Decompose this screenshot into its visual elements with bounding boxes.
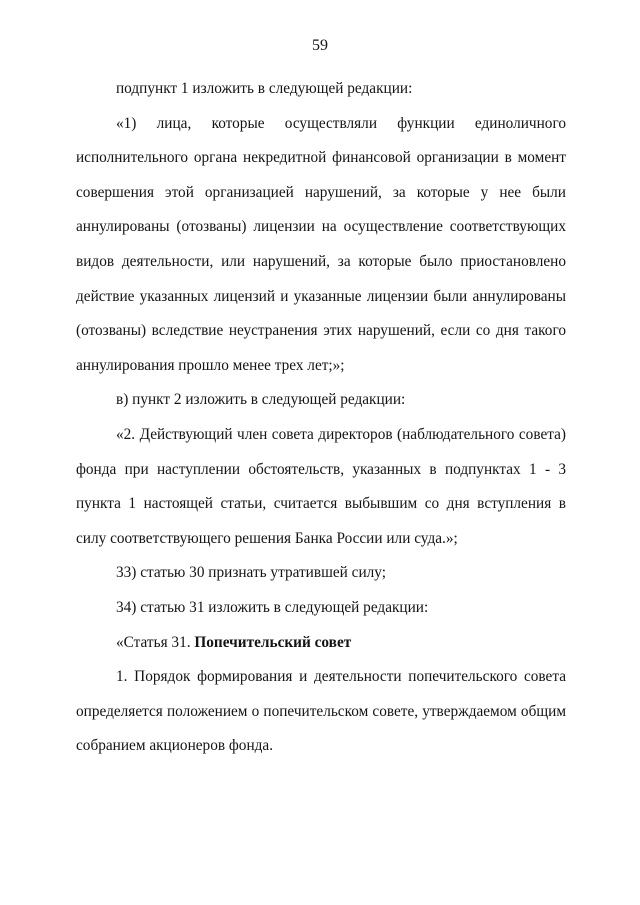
- paragraph-item-33: 33) статью 30 признать утратившей силу;: [116, 564, 386, 582]
- paragraph-point-2-intro: в) пункт 2 изложить в следующей редакции:: [116, 391, 406, 409]
- paragraph-subpoint-1-text: «1) лица, которые осуществляли функции единоличного исполнительного органа некредитной финансовой организации в момент совершения этой организацией нарушений, за которые у нее были аннулированы (отозваны) лицензии на осуществление соответствующих видов деятельности, или нарушений, за которые было приостановлено действие указанных лицензий и указанные лицензии были аннулированы (отозваны) вследствие неустранения этих нарушений, если со дня такого аннулирования прошло менее трех лет;»;: [76, 114, 566, 374]
- article-heading: [76, 626, 566, 661]
- article-prefix: «Статья 31.: [116, 633, 195, 651]
- document-body: [76, 72, 566, 764]
- page-number: 59: [312, 37, 328, 54]
- paragraph-article-31-point-1: 1. Порядок формирования и деятельности попечительского совета определяется положением о попечительском совете, утверждаемом общим собранием акционеров фонда.: [76, 668, 566, 755]
- paragraph-item-34: 34) статью 31 изложить в следующей редакции:: [116, 598, 429, 616]
- paragraph-subpoint-1-intro: подпункт 1 изложить в следующей редакции:: [116, 80, 413, 97]
- article-title: Попечительский совет: [194, 633, 352, 651]
- paragraph-point-2-text: «2. Действующий член совета директоров (наблюдательного совета) фонда при наступлении обстоятельств, указанных в подпунктах 1 - 3 пункта 1 настоящей статьи, считается выбывшим со дня вступления в силу соответствующего решения Банка России или суда.»;: [76, 425, 566, 547]
